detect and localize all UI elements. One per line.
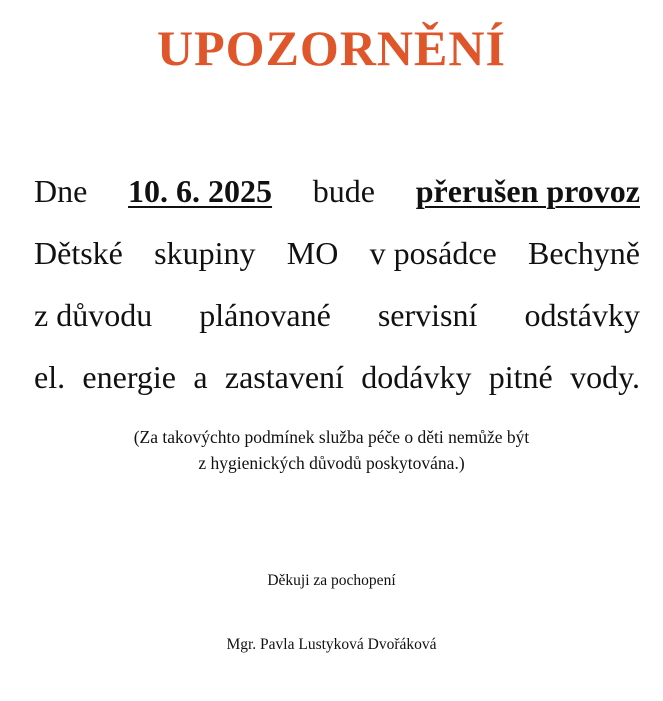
- word: v posádce: [369, 235, 497, 271]
- word-bude: bude: [312, 173, 375, 209]
- outage-emphasis: přerušen provoz: [415, 173, 640, 209]
- body-line-1: [34, 160, 640, 222]
- word: Bechyně: [528, 235, 640, 271]
- outage-date: 10. 6. 2025: [128, 173, 273, 209]
- word: plánované: [199, 297, 331, 333]
- word: Dětské: [34, 235, 123, 271]
- notice-body: [34, 160, 640, 408]
- notice-title: UPOZORNĚNÍ: [157, 20, 506, 76]
- word: z důvodu: [34, 297, 153, 333]
- note-line-1: (Za takovýchto podmínek služba péče o děti nemůže být: [133, 427, 530, 447]
- word: servisní: [377, 297, 478, 333]
- note-line-2: z hygienických důvodů poskytována.): [198, 453, 465, 473]
- word: MO: [286, 235, 339, 271]
- word: odstávky: [524, 297, 640, 333]
- signature: Mgr. Pavla Lustyková Dvořáková: [226, 636, 437, 653]
- body-line-2: [34, 222, 640, 284]
- thanks-text: Děkuji za pochopení: [267, 572, 396, 589]
- body-line-4: el. energie a zastavení dodávky pitné vody.: [34, 359, 640, 395]
- hygiene-note: [0, 424, 663, 476]
- word-dne: Dne: [34, 173, 88, 209]
- body-line-3: [34, 284, 640, 346]
- word: skupiny: [154, 235, 256, 271]
